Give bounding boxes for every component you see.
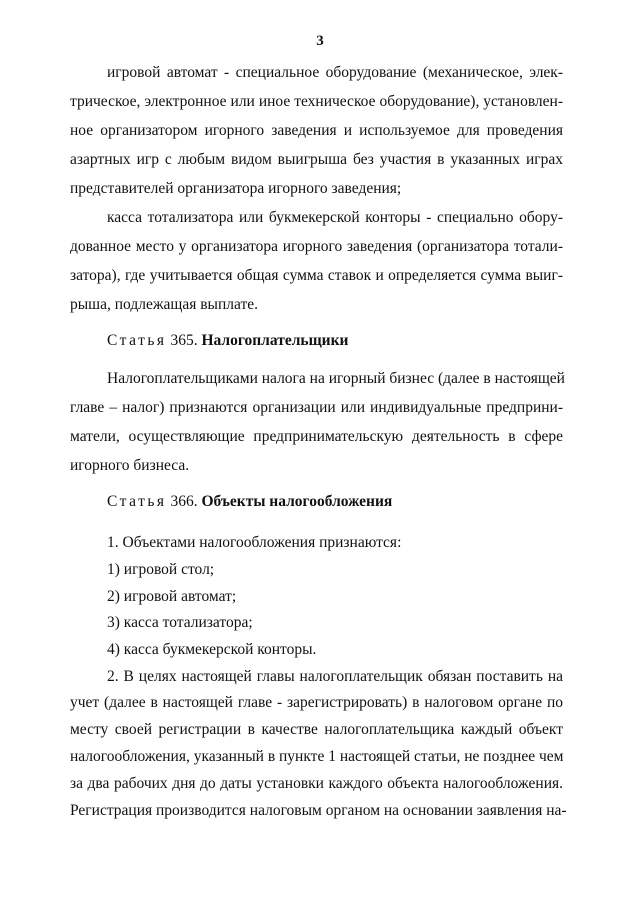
article-number: 366.: [170, 493, 198, 510]
article-365-heading: [107, 331, 563, 351]
list-item: 1. Объектами налогообложения признаются:: [107, 534, 402, 551]
paragraph-line: 2. В целях настоящей главы налогоплательщик обязан поставить на: [107, 668, 563, 685]
paragraph-line: затора), где учитывается общая сумма ставок и определяется сумма выиг-: [70, 267, 563, 284]
list-item: 4) касса букмекерской конторы.: [107, 641, 317, 658]
paragraph-line: месту своей регистрации в качестве налогоплательщика каждый объект: [70, 721, 563, 738]
paragraph-line: учет (далее в настоящей главе - зарегистрировать) в налоговом органе по: [70, 694, 563, 711]
paragraph-line: ное организатором игорного заведения и используемое для проведения: [70, 122, 563, 139]
paragraph-line: азартных игр с любым видом выигрыша без участия в указанных играх: [70, 151, 563, 168]
paragraph-line: трическое, электронное или иное техническое оборудование), установлен-: [70, 93, 563, 110]
article-366-heading: [107, 492, 563, 512]
article-title: Объекты налогообложения: [201, 493, 393, 510]
list-item: 2) игровой автомат;: [107, 588, 237, 605]
paragraph-line: за два рабочих дня до даты установки каждого объекта налогообложения.: [70, 775, 563, 792]
article-label: Статья: [107, 493, 167, 510]
page-number: 3: [316, 33, 324, 49]
paragraph-line: Регистрация производится налоговым органом на основании заявления на-: [70, 802, 567, 819]
paragraph-line: главе – налог) признаются организации или индивидуальные предприни-: [70, 399, 563, 416]
paragraph-line: налогообложения, указанный в пункте 1 настоящей статьи, не позднее чем: [70, 748, 564, 765]
list-item: 3) касса тотализатора;: [107, 614, 253, 631]
article-title: Налогоплательщики: [201, 332, 349, 349]
paragraph-line: представителей организатора игорного заведения;: [70, 180, 402, 197]
paragraph-line: игорного бизнеса.: [70, 457, 190, 474]
paragraph-line: Налогоплательщиками налога на игорный бизнес (далее в настоящей: [107, 370, 565, 387]
paragraph-line: дованное место у организатора игорного заведения (организатора тотали-: [70, 238, 563, 255]
paragraph-line: рыша, подлежащая выплате.: [70, 296, 259, 313]
paragraph-line: игровой автомат - специальное оборудование (механическое, элек-: [107, 64, 563, 81]
paragraph-line: матели, осуществляющие предпринимательскую деятельность в сфере: [70, 428, 563, 445]
article-number: 365.: [170, 332, 198, 349]
list-item: 1) игровой стол;: [107, 561, 215, 578]
paragraph-line: касса тотализатора или букмекерской конторы - специально обору-: [107, 209, 563, 226]
article-label: Статья: [107, 332, 167, 349]
